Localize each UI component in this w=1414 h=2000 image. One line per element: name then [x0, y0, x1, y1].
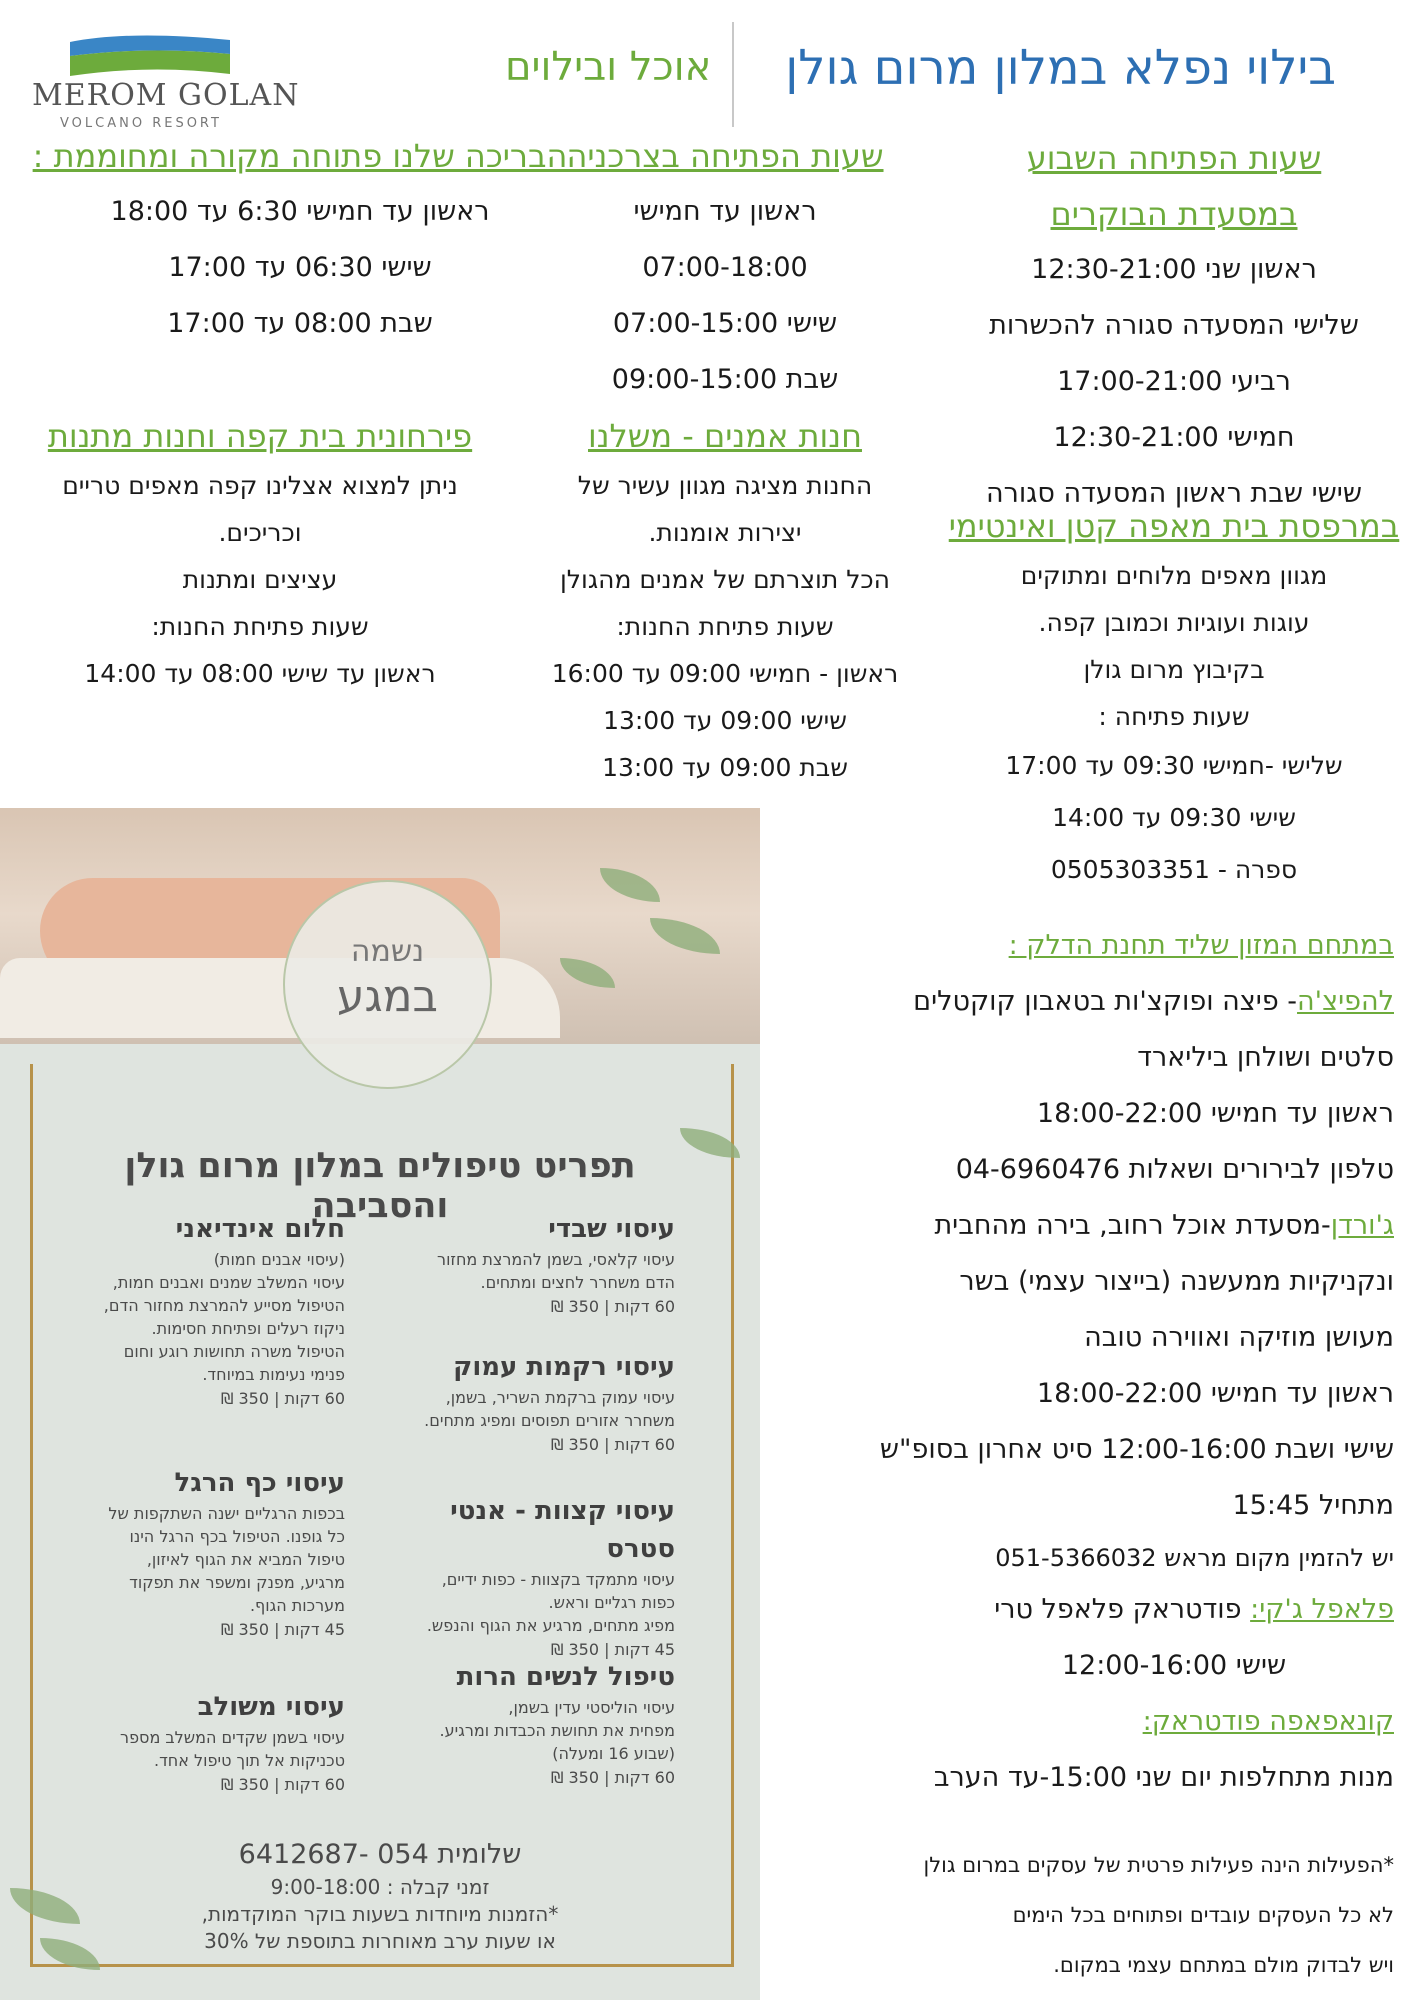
spa-logo-bottom: במגע [337, 971, 438, 1022]
hours-line: שישי 06:30 עד 17:00 [168, 252, 432, 283]
hours-line: שלישי -חמישי 09:30 עד 17:00 [1005, 751, 1343, 780]
leaf-icon [600, 868, 660, 902]
column-restaurant [944, 130, 1404, 522]
treatment-price: 60 דקות | 350 ₪ [550, 1768, 675, 1787]
footer-note [774, 1840, 1394, 1990]
pizzeria-text: - פיצה ופוקצ'ות בטאבון קוקטלים [913, 986, 1298, 1017]
logo-name: MEROM GOLAN [32, 78, 300, 113]
hours-line: שישי 07:00-15:00 [612, 308, 838, 339]
text-line: שעות פתיחה : [1098, 702, 1250, 731]
treatment-desc: עיסוי מתמקד בקצוות - כפות ידיים, [441, 1570, 675, 1589]
logo-mountain-icon [70, 30, 230, 80]
treatment-desc: טיפול המביא את הגוף לאיזון, [146, 1550, 345, 1569]
leaf-icon [560, 958, 615, 988]
kunafa-text: מנות מתחלפות יום שני 15:00-עד הערב [933, 1762, 1394, 1793]
treatment-price: 60 דקות | 350 ₪ [220, 1389, 345, 1408]
jordan-text: -מסעדת אוכל רחוב, בירה מהחבית [934, 1210, 1331, 1241]
hours-line: ראשון - חמישי 09:00 עד 16:00 [551, 659, 899, 688]
kunafa-label: קונאפאפה פודטראק: [1142, 1706, 1394, 1737]
hours-line: חמישי 12:30-21:00 [1053, 422, 1295, 453]
text-line: יצירות אומנות. [648, 518, 802, 547]
treatment-price: 60 דקות | 350 ₪ [550, 1297, 675, 1316]
hours-line: ראשון עד חמישי 18:00-22:00 [1036, 1098, 1394, 1129]
phone-line: ספרה - 0505303351 [1050, 855, 1298, 884]
treatment-desc: ניקוז רעלים ופתיחת חסימות. [151, 1319, 345, 1338]
treatment-desc: כפות רגליים וראש. [548, 1593, 675, 1612]
treatment-desc: הטיפול משרה תחושות רוגע וחום [123, 1342, 345, 1361]
note-line: *הפעילות הינה פעילות פרטית של עסקים במרום גולן [923, 1853, 1394, 1877]
treatment-desc: מרגיע, מפנק ומשפר את תפקוד [129, 1573, 345, 1592]
treatment-name: עיסוי קצוות - אנטי סטרס [450, 1496, 675, 1564]
treatment-desc: מפיג מתחים, מרגיע את הגוף והנפש. [426, 1616, 675, 1635]
treatment-desc: עיסוי בשמן שקדים המשלב מספר [120, 1728, 345, 1747]
treatment-name: טיפול לנשים הרות [456, 1662, 675, 1692]
treatment-name: עיסוי משולב [197, 1692, 345, 1722]
treatment-desc: משחרר אזורים תפוסים ומפיג מתחים. [424, 1411, 675, 1430]
heading-weekly-hours: שעות הפתיחה השבוע [1026, 139, 1322, 177]
text-line: ניתן למצוא אצלינו קפה מאפים טריים [62, 471, 458, 500]
spa-phone: שלומית 054 -6412687 [238, 1839, 522, 1870]
hours-line: ראשון עד חמישי [633, 196, 817, 227]
hours-line: ראשון עד חמישי 18:00-22:00 [1036, 1378, 1394, 1409]
hours-line: שבת 09:00 עד 13:00 [602, 753, 848, 782]
treatment-desc: בכפות הרגליים ישנה השתקפות של [108, 1504, 345, 1523]
text-line: סלטים ושולחן ביליארד [1137, 1042, 1394, 1073]
phone-line: טלפון לבירורים ושאלות 04-6960476 [955, 1154, 1394, 1185]
logo [30, 30, 300, 140]
jordan-line [774, 1198, 1394, 1254]
treatment-price: 45 דקות | 350 ₪ [550, 1640, 675, 1659]
text-line: מעושן מוזיקה ואווירה טובה [1084, 1322, 1394, 1353]
text-line: מתחיל 15:45 [1232, 1490, 1394, 1521]
treatment-name: עיסוי רקמות עמוק [453, 1352, 675, 1382]
spa-note: *הזמנות מיוחדות בשעות בוקר המוקדמות, [201, 1902, 559, 1926]
hours-line: שישי שבת ראשון המסעדה סגורה [986, 478, 1362, 509]
logo-subtitle: VOLCANO RESORT [60, 116, 222, 131]
hours-line: שבת 09:00-15:00 [611, 364, 839, 395]
leaf-icon [650, 918, 720, 954]
treatment-card [405, 1492, 675, 1663]
spa-hours: זמני קבלה : 9:00-18:00 [270, 1875, 490, 1899]
header-divider [732, 22, 734, 127]
column-cafe [20, 410, 500, 697]
treatment-price: 45 דקות | 350 ₪ [220, 1620, 345, 1639]
hours-line: שישי ושבת 12:00-16:00 סיט אחרון בסופ"ש [879, 1434, 1394, 1465]
falafel-line [774, 1582, 1394, 1638]
falafel-text: פודטראק פלאפל טרי [994, 1594, 1251, 1625]
spa-logo-top: נשמה [350, 934, 425, 969]
text-line: שעות פתיחת החנות: [151, 612, 369, 641]
hours-line: ראשון עד חמישי 6:30 עד 18:00 [110, 196, 490, 227]
text-line: עוגות ועוגיות וכמובן קפה. [1038, 608, 1310, 637]
hours-line: 07:00-18:00 [642, 252, 808, 283]
treatment-name: עיסוי כף הרגל [174, 1468, 345, 1498]
treatment-desc: פנימי נעימות במיוחד. [202, 1365, 345, 1384]
hours-line: שלישי המסעדה סגורה להכשרות [989, 310, 1359, 341]
phone-line: יש להזמין מקום מראש 051-5366032 [995, 1544, 1394, 1572]
heading-grocery: שעות הפתיחה בצרכניה [566, 137, 884, 175]
hours-line: שישי 09:30 עד 14:00 [1052, 803, 1296, 832]
column-pool [20, 128, 580, 352]
page-subtitle: אוכל ובילוים [505, 44, 712, 90]
column-grocery [535, 128, 915, 408]
hours-line: שבת 08:00 עד 17:00 [167, 308, 433, 339]
treatment-name: חלום אינדיאני [175, 1214, 345, 1244]
heading-pool: הבריכה שלנו פתוחה מקורה ומחוממת : [32, 137, 568, 175]
text-line: ונקניקיות ממעשנה (בייצור עצמי) בשר [959, 1266, 1394, 1297]
text-line: וכריכים. [218, 518, 302, 547]
pizzeria-line [774, 974, 1394, 1030]
jordan-label: ג'ורדן [1330, 1210, 1394, 1241]
heading-restaurant: במסעדת הבוקרים [1050, 195, 1298, 233]
treatment-desc: הדם משחרר לחצים ומתחים. [480, 1273, 675, 1292]
treatment-desc: עיסוי המשלב שמנים ואבנים חמות, [112, 1273, 345, 1292]
falafel-label: פלאפל ג'קי: [1250, 1594, 1394, 1625]
pizzeria-label: להפיצ'ה [1297, 986, 1394, 1017]
spa-logo-circle [283, 880, 492, 1089]
treatment-desc: (שבוע 16 ומעלה) [552, 1744, 675, 1763]
treatment-desc: טכניקות אל תוך טיפול אחד. [153, 1751, 345, 1770]
column-art-shop [520, 410, 930, 791]
treatment-card [75, 1210, 345, 1412]
note-line: ויש לבדוק מולם במתחם עצמי במקום. [1053, 1953, 1394, 1977]
page-title: בילוי נפלא במלון מרום גולן [785, 40, 1336, 96]
hours-line: ראשון שני 12:30-21:00 [1031, 254, 1317, 285]
hours-line: רביעי 17:00-21:00 [1057, 366, 1291, 397]
treatment-desc: מערכות הגוף. [249, 1596, 345, 1615]
spa-flyer [0, 808, 760, 2000]
treatment-desc: (עיסוי אבנים חמות) [213, 1250, 345, 1269]
spa-contact [140, 1836, 620, 1955]
treatment-desc: הטיפול מסייע להמרצת מחזור הדם, [103, 1296, 345, 1315]
hours-line: שישי 12:00-16:00 [1061, 1650, 1287, 1681]
treatment-card [75, 1464, 345, 1643]
treatment-desc: עיסוי הוליסטי עדין בשמן, [508, 1698, 675, 1717]
note-line: לא כל העסקים עובדים ופתוחים בכל הימים [1012, 1903, 1394, 1927]
treatment-desc: עיסוי קלאסי, בשמן להמרצת מחזור [437, 1250, 675, 1269]
treatment-price: 60 דקות | 350 ₪ [550, 1435, 675, 1454]
text-line: מגוון מאפים מלוחים ומתוקים [1020, 561, 1328, 590]
food-court-block [774, 918, 1394, 1806]
treatment-card [405, 1348, 675, 1458]
treatment-price: 60 דקות | 350 ₪ [220, 1775, 345, 1794]
spa-menu-title: תפריט טיפולים במלון מרום גולן והסביבה [124, 1146, 636, 1226]
text-line: שעות פתיחת החנות: [616, 612, 834, 641]
treatment-card [405, 1658, 675, 1791]
spa-note: או שעות ערב מאוחרות בתוספת של 30% [204, 1929, 556, 1953]
hours-line: שישי 09:00 עד 13:00 [603, 706, 847, 735]
heading-food-court: במתחם המזון שליד תחנת הדלק : [1008, 930, 1394, 961]
treatment-desc: עיסוי עמוק ברקמת השריר, בשמן, [445, 1388, 675, 1407]
text-line: עציצים ומתנות [182, 565, 338, 594]
heading-bakery: במרפסת בית מאפה קטן ואינטימי [948, 507, 1400, 545]
treatment-card [405, 1210, 675, 1320]
treatment-name: עיסוי שבדי [548, 1214, 675, 1244]
treatment-desc: כל גופנו. הטיפול בכף הרגל הינו [129, 1527, 345, 1546]
text-line: החנות מציגה מגוון עשיר של [577, 471, 873, 500]
column-bakery [944, 500, 1404, 896]
treatment-card [75, 1688, 345, 1798]
text-line: בקיבוץ מרום גולן [1083, 655, 1265, 684]
heading-art-shop: חנות אמנים - משלנו [588, 417, 862, 455]
hours-line: ראשון עד שישי 08:00 עד 14:00 [84, 659, 436, 688]
heading-cafe: פירחונית בית קפה וחנות מתנות [47, 417, 473, 455]
text-line: הכל תוצרתם של אמנים מהגולן [559, 565, 890, 594]
treatment-desc: מפחית את תחושת הכבדות ומרגיע. [439, 1721, 675, 1740]
